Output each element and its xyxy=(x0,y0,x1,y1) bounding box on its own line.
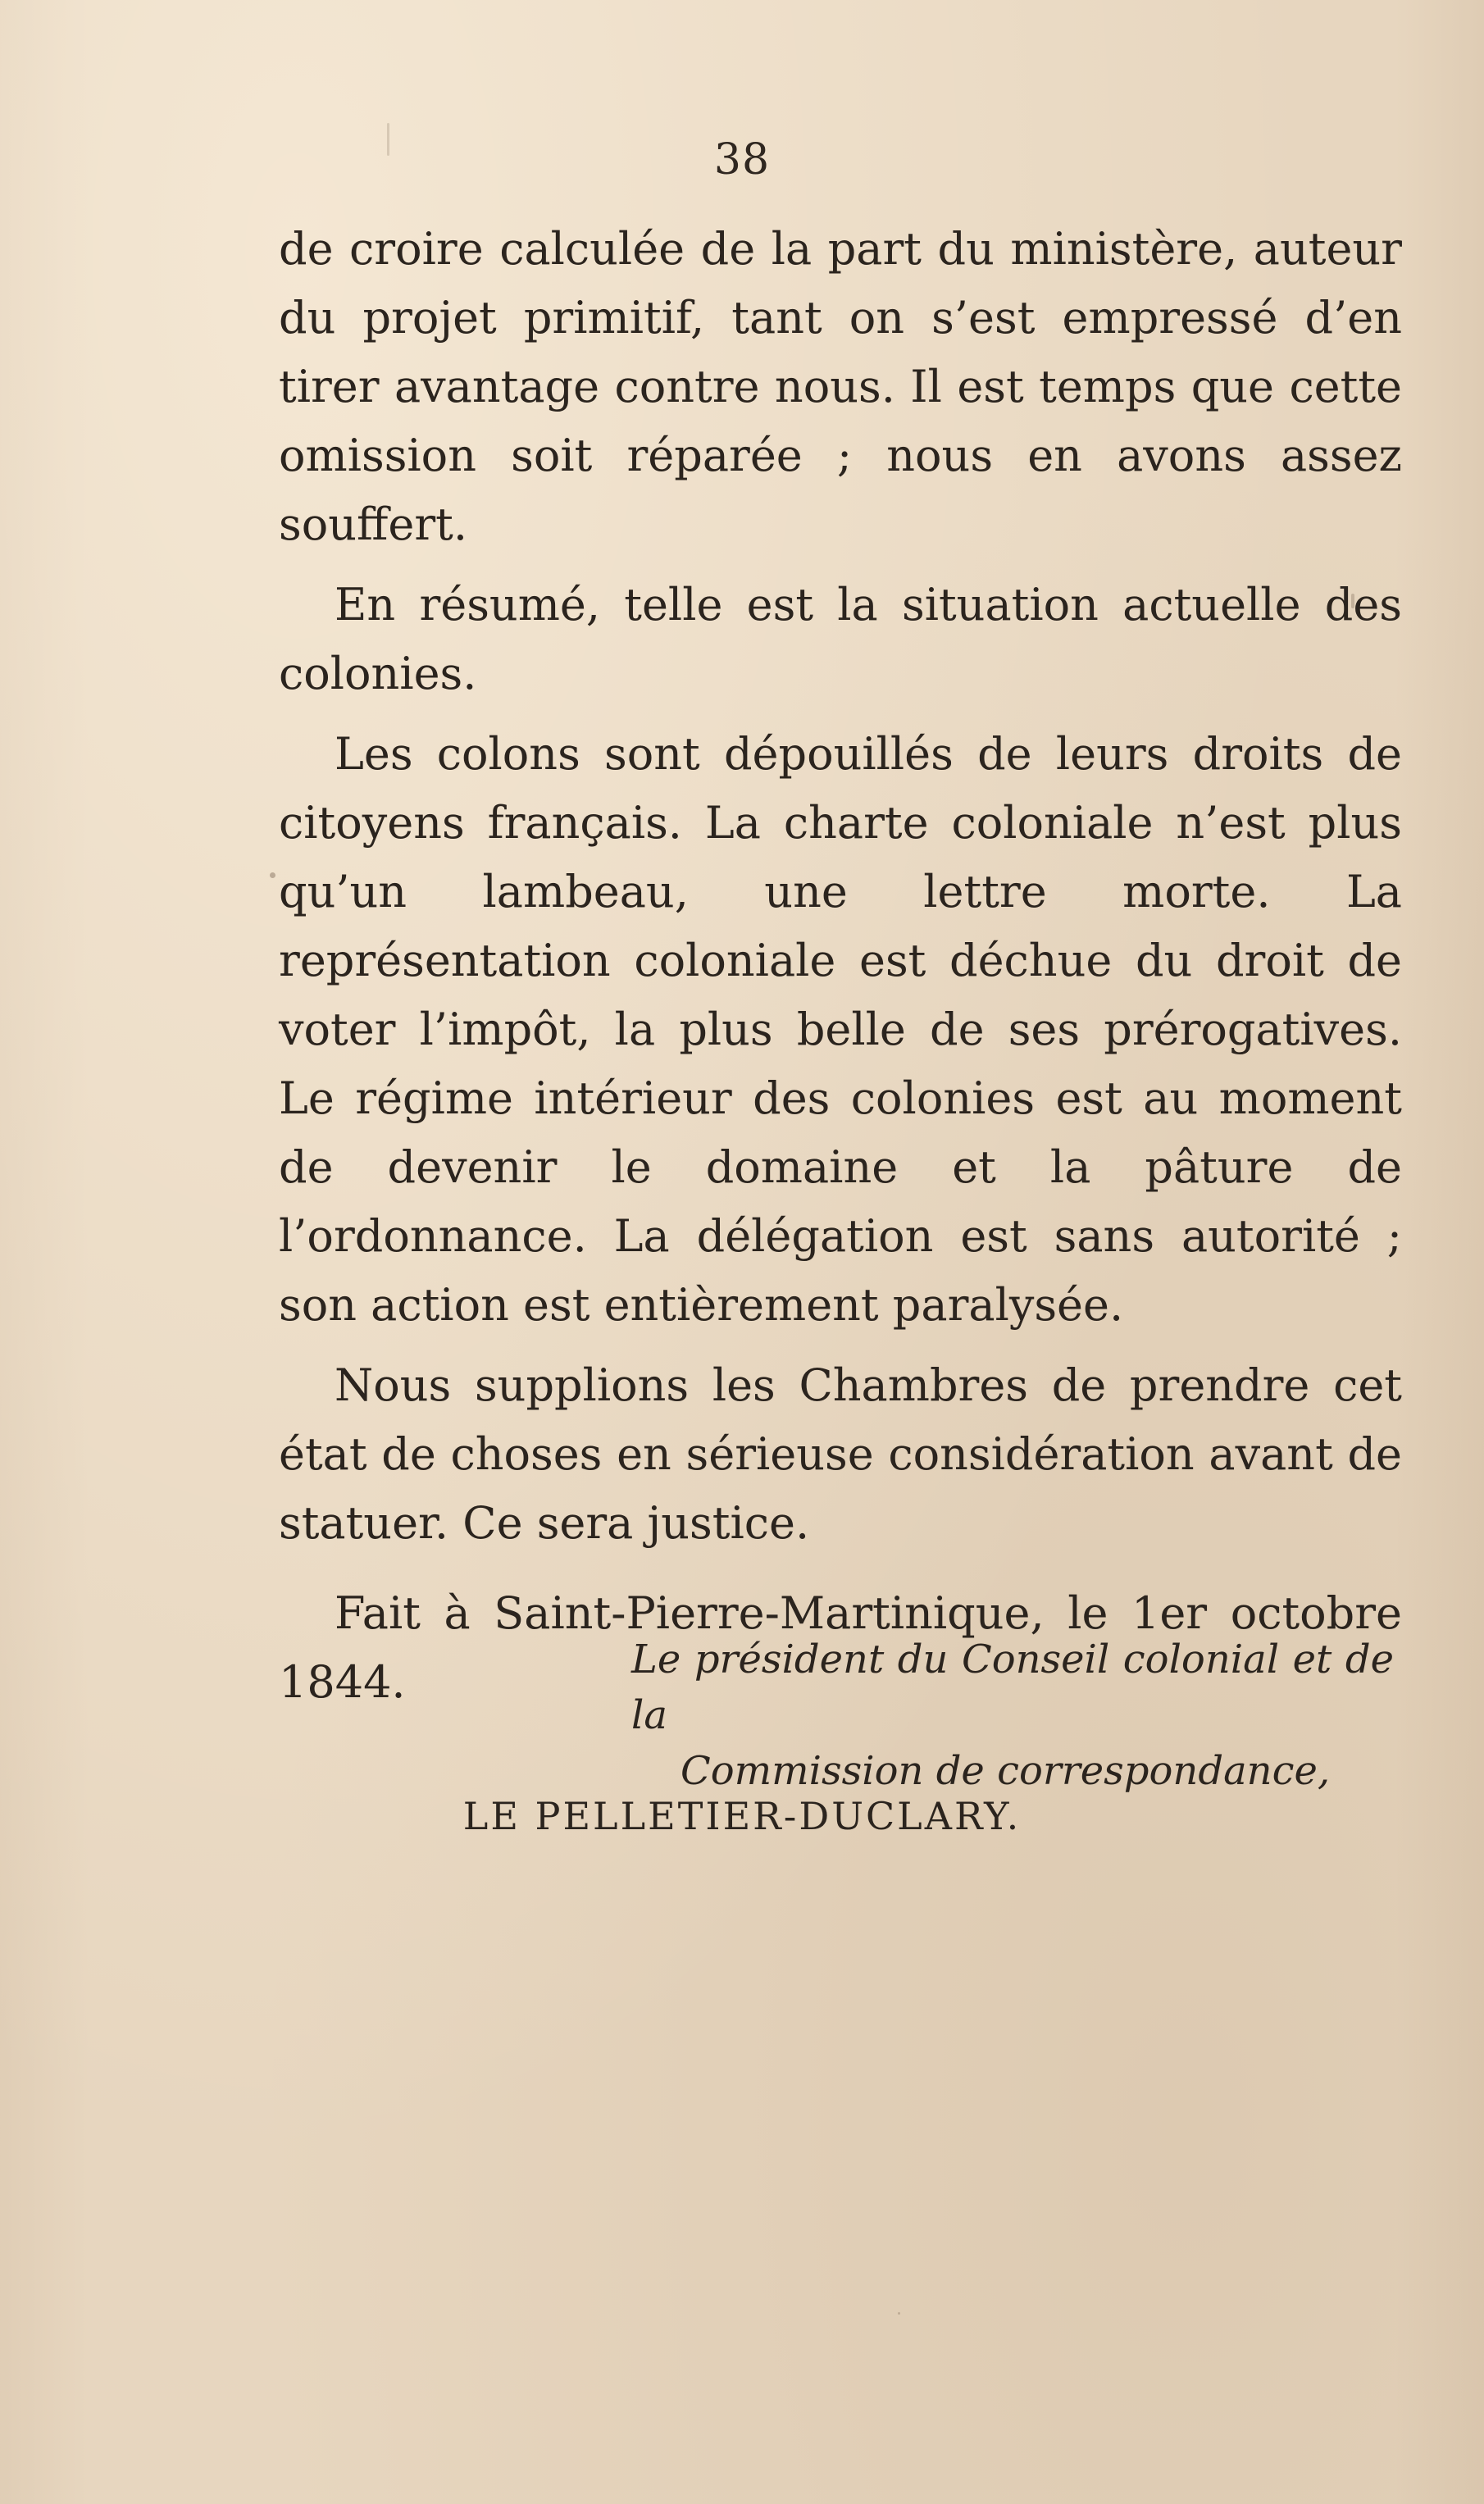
paper-speck xyxy=(898,2312,900,2315)
paragraph-summary: En résumé, telle est la situation actuelle des colonies. xyxy=(279,579,1402,699)
paragraph-plea: Nous supplions les Chambres de prendre cet état de choses en sérieuse considération avant de statuer. Ce sera justice. xyxy=(279,1359,1402,1549)
paper-speck xyxy=(387,123,389,156)
page-number: 38 xyxy=(713,135,771,184)
paragraph-colonists: Les colons sont dépouillés de leurs droits de citoyens français. La charte coloniale n’est plus qu’un lambeau, une lettre morte. La représentation coloniale est déchue du droit de voter l’impôt, la plus belle de ses prérogatives. Le régime intérieur des colonies est au moment de devenir le domaine et la pâture de l’ordonnance. La délégation est sans autorité ; son action est entièrement paralysée. xyxy=(279,728,1402,1331)
paper-speck xyxy=(270,872,275,878)
paragraph-date-place: Fait à Saint-Pierre-Martinique, le 1er octobre 1844. xyxy=(279,1587,1402,1708)
signatory-name: LE PELLETIER-DUCLARY. xyxy=(462,1794,1022,1838)
signature-title-line1: Le président du Conseil colonial et de la xyxy=(631,1637,1394,1738)
signature-title-line2: Commission de correspondance, xyxy=(681,1748,1331,1794)
signature-title xyxy=(631,1632,1394,1799)
body-text xyxy=(279,215,1402,1728)
paper-speck xyxy=(1351,594,1354,608)
paragraph-continuation: de croire calculée de la part du ministère, auteur du projet primitif, tant on s’est empressé d’en tirer avantage contre nous. Il est temps que cette omission soit réparée ; nous en avons assez souffert. xyxy=(279,223,1402,550)
